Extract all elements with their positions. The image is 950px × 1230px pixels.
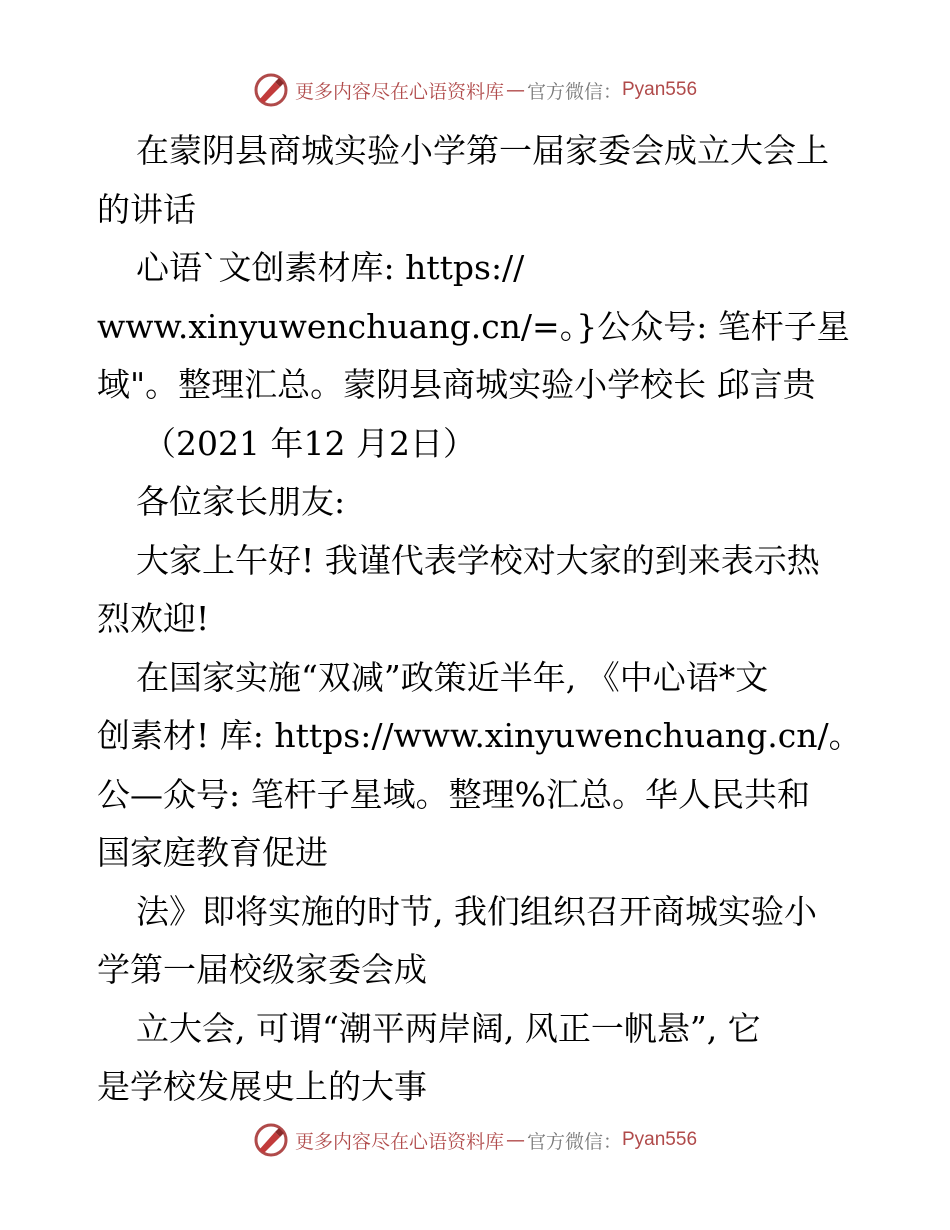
header-watermark-banner — [0, 72, 950, 108]
text-line: 的讲话 — [97, 189, 196, 229]
text-line: 立大会, 可谓“潮平两岸阔, 风正一帆悬”, 它 — [136, 1008, 761, 1048]
document-body — [97, 122, 897, 1117]
text-line: 学第一届校级家委会成 — [97, 950, 427, 989]
footer-watermark-banner — [0, 1122, 950, 1158]
text-line: 法》即将实施的时节, 我们组织召开商城实验小 — [136, 891, 817, 931]
text-line: 公—众号: 笔杆子星域。整理%汇总。华人民共和 — [97, 774, 810, 814]
text-line: （2021 年12 月2日） — [143, 423, 476, 463]
text-line: www.xinyuwenchuang.cn/=。}公众号: 笔杆子星 — [97, 306, 850, 346]
text-line: 国家庭教育促进 — [97, 833, 328, 872]
text-line: 在蒙阴县商城实验小学第一届家委会成立大会上 — [136, 131, 829, 170]
text-line: 烈欢迎! — [97, 599, 210, 638]
text-line: 是学校发展史上的大事 — [97, 1067, 427, 1106]
text-line: 在国家实施“双减”政策近半年, 《中心语*文 — [136, 657, 769, 697]
banner-dash: — — [505, 1129, 525, 1151]
text-line: 创素材! 库: https://www.xinyuwenchuang.cn/。 — [97, 716, 862, 755]
pen-logo-icon — [253, 72, 289, 108]
banner-wechat-id: Pyan556 — [622, 79, 698, 100]
banner-wechat-label: 官方微信： — [526, 1130, 622, 1153]
text-line: 域"。整理汇总。蒙阴县商城实验小学校长 邱言贵 — [97, 365, 816, 404]
banner-main-text: 更多内容尽在心语资料库 — [294, 80, 504, 103]
text-line: 心语`文创素材库: https:// — [136, 248, 525, 287]
banner-dash: — — [505, 79, 525, 101]
banner-wechat-label: 官方微信： — [526, 80, 622, 103]
banner-wechat-id: Pyan556 — [622, 1129, 698, 1150]
text-line: 各位家长朋友: — [136, 482, 346, 521]
pen-logo-icon — [253, 1122, 289, 1158]
banner-main-text: 更多内容尽在心语资料库 — [294, 1130, 504, 1153]
text-line: 大家上午好! 我谨代表学校对大家的到来表示热 — [136, 540, 820, 580]
